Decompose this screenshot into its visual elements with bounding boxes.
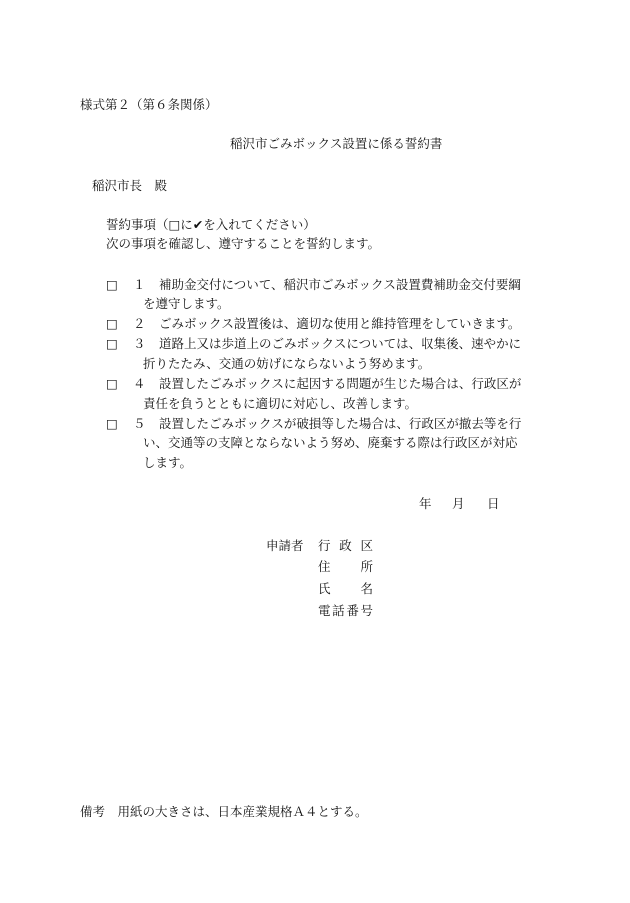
item-text-line1: 補助金交付について、稲沢市ごみボックス設置費補助金交付要綱: [159, 277, 521, 292]
item-text-line1: 設置したごみボックスが破損等した場合は、行政区が撤去等を行: [159, 416, 522, 431]
item-text-line2: を遵守します。: [143, 296, 230, 311]
date-year-label: 年: [419, 496, 432, 511]
checkbox-2[interactable]: □: [106, 316, 118, 331]
item-text-line1: 道路上又は歩道上のごみボックスについては、収集後、速やかに: [159, 336, 522, 351]
item-text-line1: ごみボックス設置後は、適切な使用と維持管理をしていきます。: [159, 316, 521, 331]
item-number: ５: [133, 416, 146, 431]
date-day-label: 日: [487, 496, 500, 511]
form-number: 様式第２（第６条関係）: [80, 97, 218, 112]
field-district-label: 行政区: [318, 538, 373, 553]
item-text-line3: します。: [143, 455, 193, 470]
date-month-label: 月: [452, 496, 465, 511]
intro-text: 次の事項を確認し、遵守することを誓約します。: [106, 236, 381, 251]
checkbox-5[interactable]: □: [106, 416, 118, 431]
checkbox-1[interactable]: □: [106, 277, 118, 292]
checkbox-3[interactable]: □: [106, 336, 118, 351]
document-title: 稲沢市ごみボックス設置に係る誓約書: [230, 136, 443, 151]
applicant-label: 申請者: [266, 538, 304, 553]
item-number: ４: [133, 376, 146, 391]
field-address-label: 住所: [318, 559, 373, 574]
addressee: 稲沢市長 殿: [92, 178, 168, 193]
item-number: １: [133, 277, 146, 292]
item-number: ３: [133, 336, 146, 351]
item-text-line2: 折りたたみ、交通の妨げにならないよう努めます。: [143, 356, 431, 371]
checkbox-4[interactable]: □: [106, 376, 118, 391]
footer-note: 備考 用紙の大きさは、日本産業規格Ａ４とする。: [80, 804, 368, 819]
item-text-line2: 責任を負うとともに適切に対応し、改善します。: [143, 396, 418, 411]
instruction-text: 誓約事項（□に✔を入れてください）: [106, 217, 316, 232]
field-name-label: 氏名: [318, 581, 373, 596]
field-phone-label: 電話番号: [318, 603, 373, 618]
item-text-line2: い、交通等の支障とならないよう努め、廃棄する際は行政区が対応: [143, 435, 518, 450]
item-text-line1: 設置したごみボックスに起因する問題が生じた場合は、行政区が: [159, 376, 522, 391]
item-number: ２: [133, 316, 146, 331]
